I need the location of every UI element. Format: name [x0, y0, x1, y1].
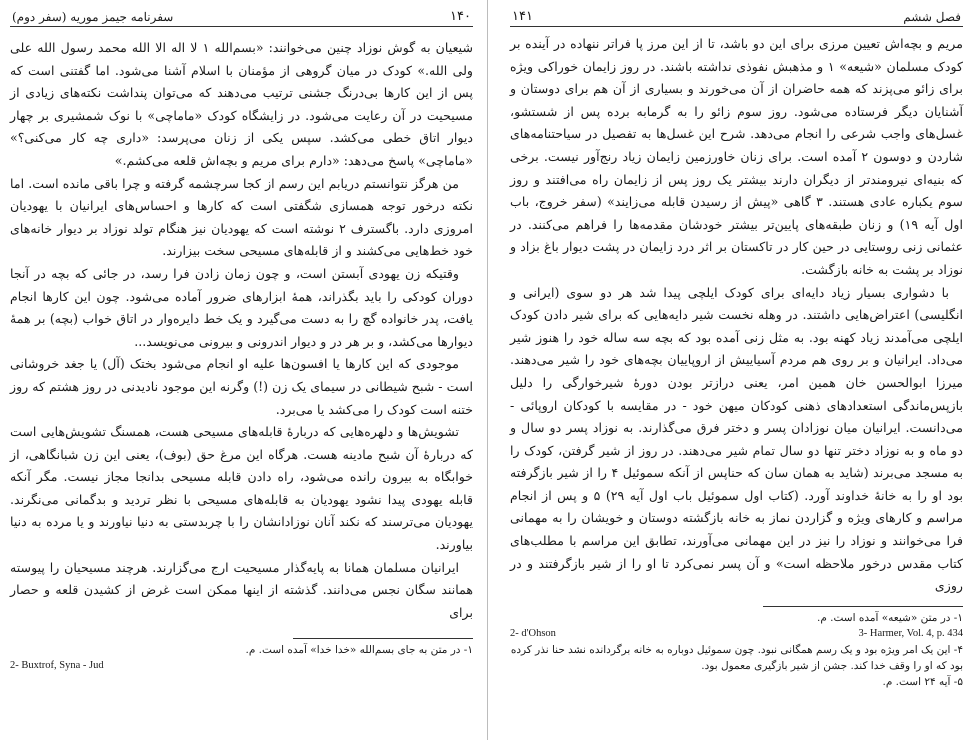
right-footnote-3: 3- Harmer, Vol. 4, p. 434: [858, 627, 963, 639]
left-running-head: [10, 8, 473, 26]
right-running-head: [510, 8, 963, 26]
left-paragraph-2: من هرگز نتوانستم دریابم این رسم از کجا سرچشمه گرفته و چرا باقی مانده است. اما نکته درخور توجه همسازی شگفتی است که کارها و احساس‌های ایرانیان با یهودیان امروزی دارد. باگسترف ۲ نوشته است که یهودیان نیز هنگام تولد نوزاد بر دیوار خانه‌های خود خط‌هایی می‌کشند و از قابله‌های مسیحی سخت بیزارند.: [10, 175, 473, 259]
right-page: [488, 0, 977, 740]
left-paragraph-3: وقتیکه زن یهودی آبستن است، و چون زمان زادن فرا رسد، در جائی که بچه در آنجا دوران کودکی را باید بگذراند، همهٔ ابزارهای ضرور آماده می‌شود. چون این کارها انجام یافت، پدر خانواده گچ را به دست می‌گیرد و یک خط دایره‌وار در اتاق خواب (بچه) بر همهٔ دیوارها می‌کشد، و بر هر در و دیوار اندرونی و بیرونی می‌نویسد...: [10, 265, 473, 349]
left-paragraph-5: تشویش‌ها و دلهره‌هایی که دربارهٔ قابله‌های مسیحی هست، همسنگ تشویش‌هایی است که دربارهٔ آن شبح مادینه هست. هرگاه این مرغ حق (بوف)، یعنی این زن شبانگاهی، از خوابگاه به بیرون رانده می‌شود، راه دادن قابله مسیحی بدانجا مجاز نیست. مگر آنکه قابله یهودی پیدا نشود یهودیان به قابله‌های مسیحی با نظر تردید و بدگمانی می‌نگرند. یهودیان می‌ترسند که نکند آنان نوزادانشان را با چربدستی به دنیا نیاورند و یا مرده به دنیا بیاورند.: [10, 424, 473, 553]
left-body-text: [10, 37, 473, 624]
left-paragraph-6: ایرانیان مسلمان همانا به پایه‌گذار مسیحیت ارج می‌گزارند. هرچند مسیحیان را پیوسته همانند سگان نجس می‌دانند. گذشته از اینها ممکن است غرض از کشیدن قلعه و حصار برای: [10, 559, 473, 620]
left-footnotes: [10, 642, 473, 674]
right-footnote-rule: [763, 606, 963, 607]
left-footnote-rule: [293, 638, 473, 639]
left-header-title: سفرنامه جیمز موریه (سفر دوم): [12, 10, 174, 24]
right-footnotes: [510, 610, 963, 690]
right-header-rule: [510, 26, 963, 27]
left-page-number: ۱۴۰: [450, 9, 471, 24]
right-footnote-latin-row: [510, 626, 963, 642]
right-footnote-1: ۱- در متن «شیعه» آمده است. م.: [816, 611, 963, 624]
right-footnote-4: ۴- این یک امر ویژه بود و یک رسم همگانی نبود. چون سموئیل دوباره به خانه برگردانده نشد حنا نذر کرده بود که او را وقف خدا کند. جشن از شیر بازگیری معمول بود.: [510, 643, 963, 672]
right-paragraph-2: با دشواری بسیار زیاد دایه‌ای برای کودک ایلچی پیدا شد هر دو سوی (ایرانی و انگلیسی) اعتراض‌هایی داشتند. در وهله نخست شیر دایه‌هایی که برای شیر دادن کودک ایلچی می‌آمدند زیاد کهنه بود. به مثل زنی آمده بود که بچه سه ساله خود را هنوز شیر می‌داد. ایرانیان و بر روی هم مردم آسیاییش از اروپاییان بچه‌های خود را شیر می‌دهند. میرزا ابوالحسن خان همین امر، یعنی درازتر بودن دورهٔ شیرخوارگی را دلیل بازپس‌ماندگی استعدادهای ذهنی کودکان میهن خود - در مقایسه با کودکان اروپائی - می‌دانست. ایرانیان میان نوزادان پسر و دختر فرق می‌گذارند. به نوزاد پسر دو سال و دو ماه و به نوزاد دختر تنها دو سال تمام شیر می‌دهند. در روز از شیر گرفتن، کودک را به مسجد می‌برند (شاید به همان سان که حناپس از آنکه سموئیل ۴ را از شیر بازگرفته بود او را به خانهٔ خداوند آورد. (کتاب اول سموئیل باب اول آیه ۲۹) ۵ و پس از انجام مراسم و کارهای ویژه و گزاردن نماز به خانه بازگشته دوستان و خویشان را به مهمانی فرا می‌خوانند و نوزاد را نیز در این مهمانی می‌آورند، تطابق این مراسم با مطلب‌های کتاب مقدس درخور ملاحظه است» و آن پسر نمی‌کرد تا او را از شیر بازگرفتند و در روزی: [510, 284, 964, 594]
left-paragraph-1: شیعیان به گوش نوزاد چنین می‌خوانند: «بسم‌الله ۱ لا اله الا الله محمد رسول الله علی ولی الله.» کودک در میان گروهی از مؤمنان با اسلام آشنا می‌شود. اما گفتنی است که پس از این کارها بی‌درنگ جشنی ترتیب می‌دهند که می‌توان پنداشت نکته‌های زیادی از مسیحیت در آن رعایت می‌شود. در زایشگاه کودک «ماماچی» با نوک شمشیری بر چهار دیوار اتاق خطی می‌کشد. سپس یکی از زنان می‌پرسد: «داری چه کار می‌کنی؟» «ماماچی» پاسخ می‌دهد: «دارم برای مریم و بچه‌اش قلعه می‌کشم.»: [10, 40, 473, 168]
right-footnote-2: 2- d'Ohson: [510, 627, 556, 639]
left-paragraph-4: موجودی که این کارها یا افسون‌ها علیه او انجام می‌شود بختک (آل) یا جغد خروشانی است - شبح شیطانی در سیمای یک زن (!) وگرنه این موجود نادیدنی در روز هشتم که روز ختنه است کودک را می‌کشد یا می‌برد.: [10, 356, 473, 417]
right-paragraph-1: مریم و بچه‌اش تعیین مرزی برای این دو باشد، تا از این مرز پا فراتر ننهاده در آینده بر کودک مسلمان «شیعه» ۱ و مذهبش نفوذی نداشته باشند. در روز زایمان خوراکی ویژه برای زائو می‌پزند که همه حاضران از آن می‌خورند و بسیاری از آن هم برای دوستان و آشنایان دیگر فرستاده می‌شود. روز سوم زائو را به گرمابه برده پس از شستشو، غسل‌های واجب شرعی را انجام می‌دهد. شرح این غسل‌ها به تفصیل در سیاحتنامه‌های شاردن و دوسون ۲ آمده است. برای زنان خاورزمین زایمان زیاد رنج‌آور نیست. برخی که بنیه‌ای نیرومندتر از دیگران دارند بیشتر یک روز پس از زایمان راه می‌افتند و روز سوم یکباره عادی هستند. ۳ گاهی «پیش از رسیدن قابله می‌زایند» (سفر خروج، باب اول آیه ۱۹) و زنان طبقه‌های پایین‌تر بیشتر خودشان مقدمه‌ها را فراهم می‌کنند. در عثمانی زنی روستایی در حین کار در تاکستان بر اثر درد زایمان در پشت دیوار باغ بزاد و نوزاد بر پشت به خانه بازگشت.: [510, 36, 963, 277]
left-footnote-2: 2- Buxtrof, Syna - Jud: [10, 660, 104, 672]
right-footnote-5: ۵- آیه ۲۴ است. م.: [882, 675, 963, 688]
left-header-rule: [10, 26, 473, 27]
right-header-title: فصل ششم: [903, 10, 961, 24]
right-page-number: ۱۴۱: [512, 9, 533, 24]
right-body-text: [510, 33, 963, 598]
left-footnote-1: ۱- در متن به جای بسم‌الله «خدا خدا» آمده است. م.: [245, 644, 473, 657]
left-page: [0, 0, 488, 740]
